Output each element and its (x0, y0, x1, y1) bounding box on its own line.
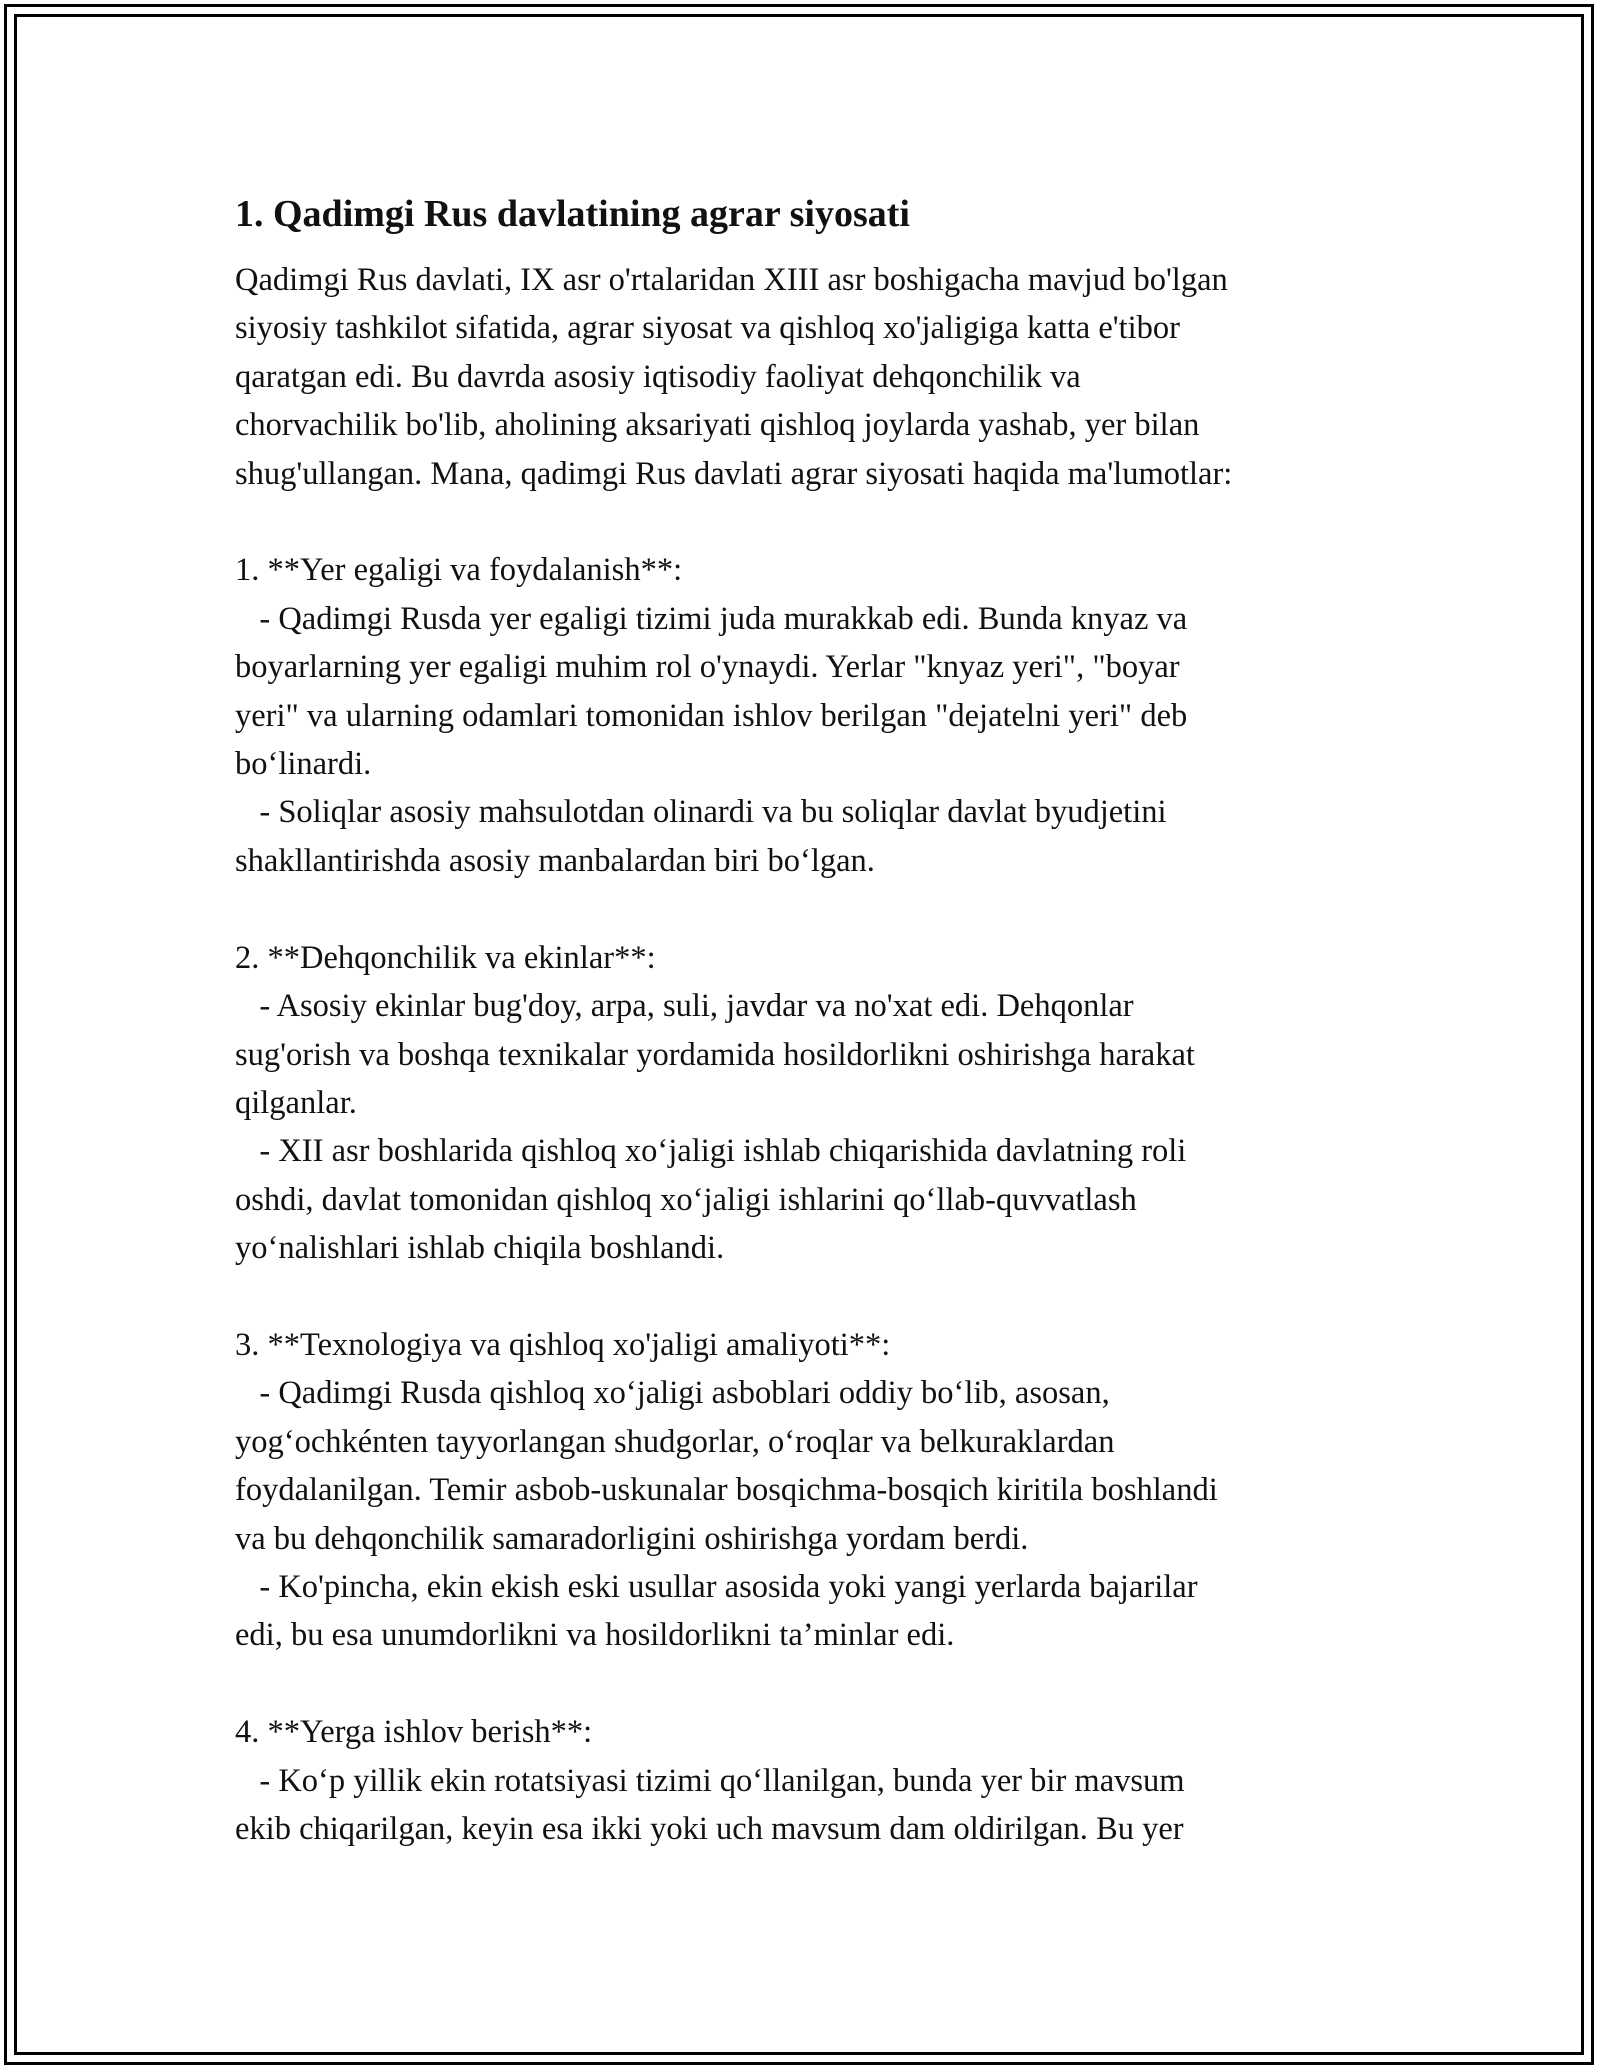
document-body: Qadimgi Rus davlati, IX asr o'rtalaridan XIII asr boshigacha mavjud bo'lgan siyosiy tashkilot sifatida, agrar siyosat va qishloq xo'jaligiga katta e'tibor qaratgan edi. Bu davrda asosiy iqtisodiy faoliyat dehqonchilik va chorvachilik bo'lib, aholining aksariyati qishloq joylarda yashab, yer bilan shug'ullangan. Mana, qadimgi Rus davlati agrar siyosati haqida ma'lumotlar: 1. **Yer egaligi va foydalanish**: - Qadimgi Rusda yer egaligi tizimi juda murakkab edi. Bunda knyaz va boyarlarning yer egaligi muhim rol o'ynaydi. Yerlar "knyaz yeri", "boyar yeri" va ularning odamlari tomonidan ishlov berilgan "dejatelni yeri" deb bo‘linardi. - Soliqlar asosiy mahsulotdan olinardi va bu soliqlar davlat byudjetini shakllantirishda asosiy manbalardan biri bo‘lgan. 2. **Dehqonchilik va ekinlar**: - Asosiy ekinlar bug'doy, arpa, suli, javdar va no'xat edi. Dehqonlar sug'orish va boshqa texnikalar yordamida hosildorlikni oshirishga harakat qilganlar. - XII asr boshlarida qishloq xo‘jaligi ishlab chiqarishida davlatning roli oshdi, davlat tomonidan qishloq xo‘jaligi ishlarini qo‘llab-quvvatlash yo‘nalishlari ishlab chiqila boshlandi. 3. **Texnologiya va qishloq xo'jaligi amaliyoti**: - Qadimgi Rusda qishloq xo‘jaligi asboblari oddiy bo‘lib, asosan, yog‘ochkénten tayyorlangan shudgorlar, o‘roqlar va belkuraklardan foydalanilgan. Temir asbob-uskunalar bosqichma-bosqich kiritila boshlandi va bu dehqonchilik samaradorligini oshirishga yordam berdi. - Ko'pincha, ekin ekish eski usullar asosida yoki yangi yerlarda bajarilar edi, bu esa unumdorlikni va hosildorlikni ta’minlar edi. 4. **Yerga ishlov berish**: - Ko‘p yillik ekin rotatsiyasi tizimi qo‘llanilgan, bunda yer bir mavsum ekib chiqarilgan, keyin esa ikki yoki uch mavsum dam oldirilgan. Bu yer (235, 262, 1233, 1847)
document-title: 1. Qadimgi Rus davlatining agrar siyosati (235, 193, 910, 235)
document-content (235, 188, 1395, 1853)
